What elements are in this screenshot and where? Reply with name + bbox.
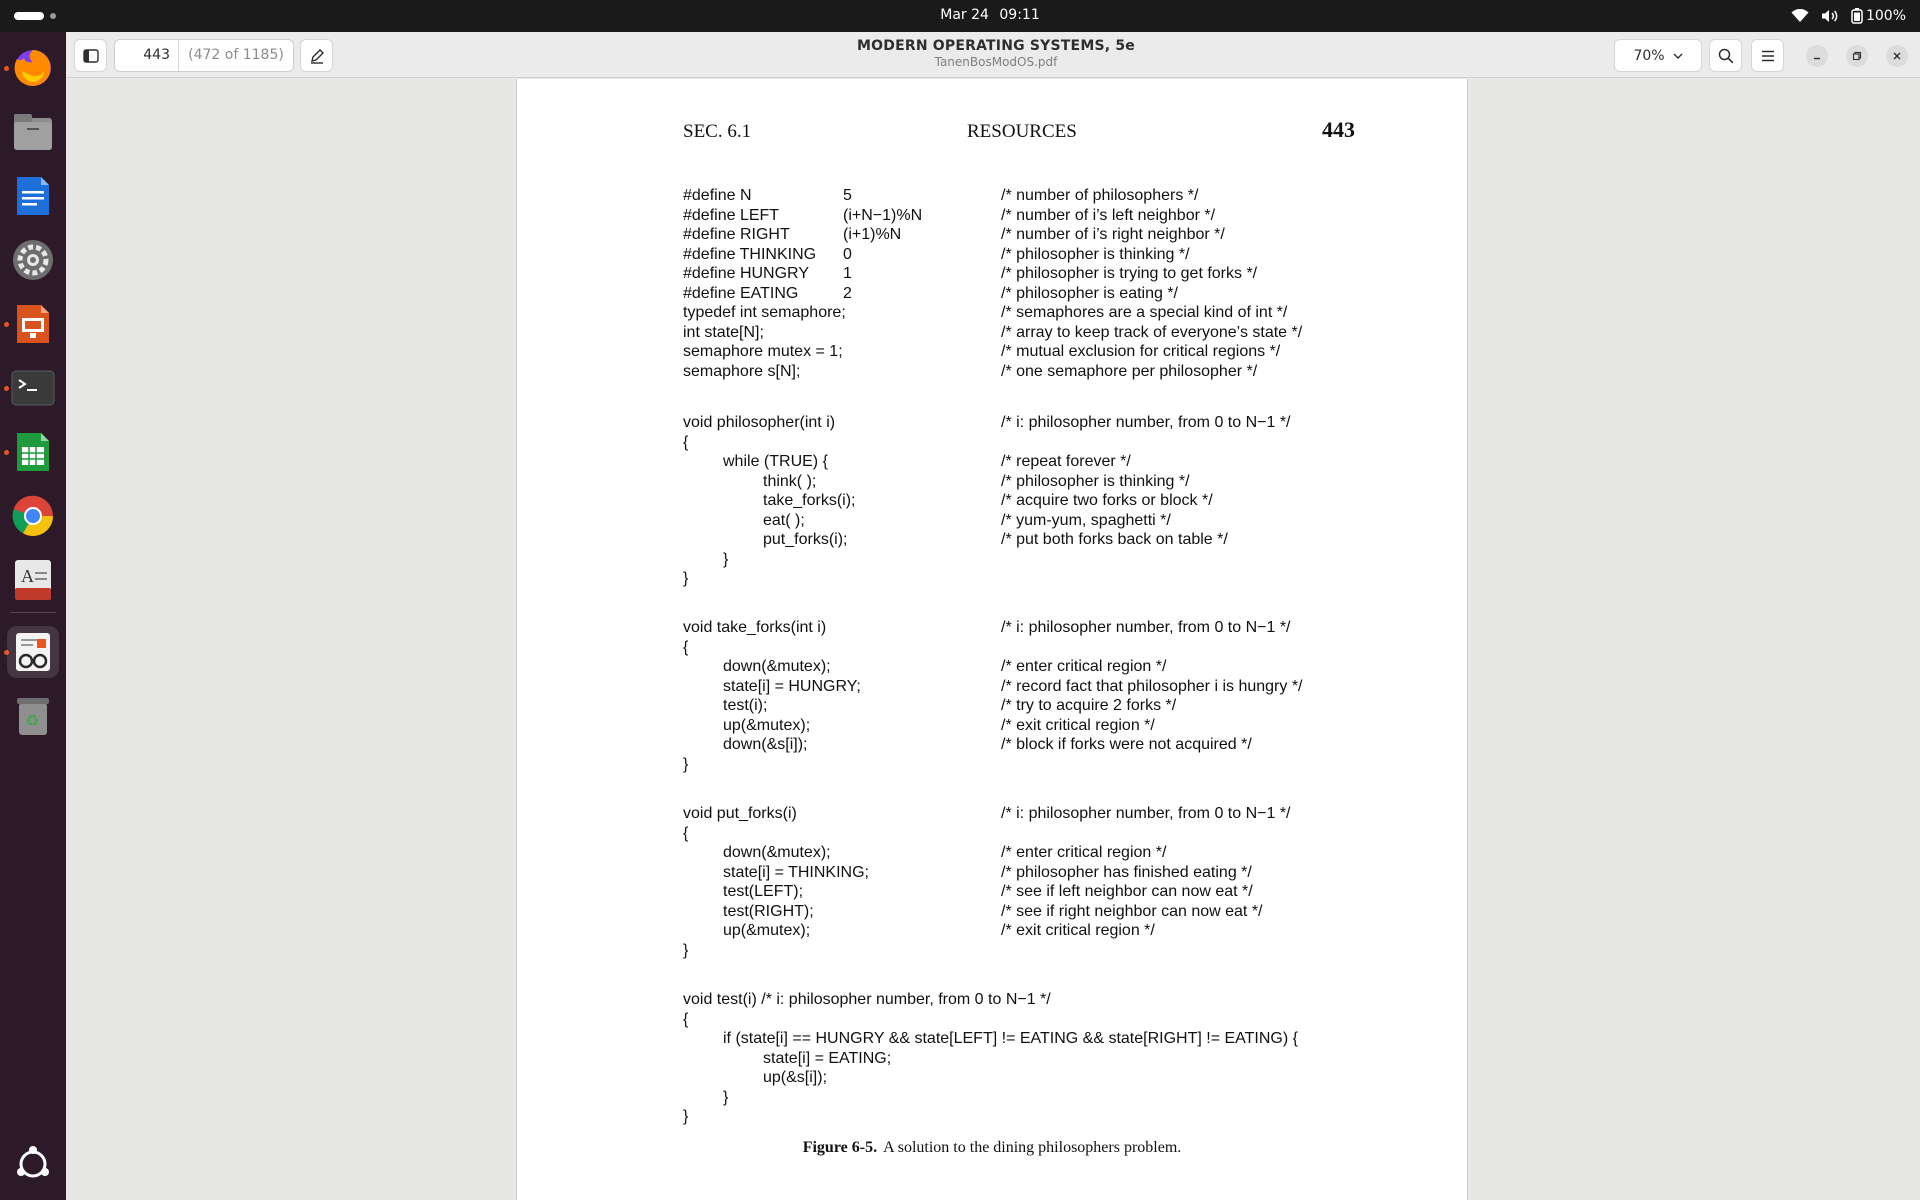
zoom-level: 70% (1633, 47, 1665, 64)
firefox-icon[interactable] (7, 42, 59, 94)
code-comment: /* array to keep track of everyone’s state */ (1001, 323, 1303, 341)
code-line: take_forks(i); (763, 492, 856, 509)
volume-icon (1821, 9, 1839, 23)
code-line: up(&s[i]); (763, 1069, 828, 1086)
code-comment: /* exit critical region */ (1001, 922, 1155, 939)
hamburger-icon (1761, 50, 1775, 62)
define-value: 5 (843, 187, 852, 204)
clock-date: Mar 24 (940, 7, 989, 23)
code-comment: /* philosopher is trying to get forks */ (1001, 265, 1258, 282)
dock-separator (10, 612, 56, 613)
code-line: { (683, 433, 689, 451)
system-tray[interactable] (1791, 7, 1906, 25)
define-value: (i+N−1)%N (843, 206, 923, 224)
battery-indicator (1851, 8, 1906, 24)
code-line: down(&s[i]); (723, 736, 808, 753)
code-line: void philosopher(int i) (683, 414, 836, 431)
code-comment: /* number of i’s right neighbor */ (1001, 226, 1225, 243)
impress-icon[interactable] (7, 298, 59, 350)
running-header-section: SEC. 6.1 (683, 121, 752, 142)
activities-button[interactable] (14, 12, 60, 20)
dictionary-icon[interactable] (7, 554, 59, 606)
code-line: } (683, 1108, 689, 1125)
code-line: up(&mutex); (723, 716, 811, 734)
code-comment: /* put both forks back on table */ (1001, 531, 1228, 548)
close-button[interactable] (1886, 45, 1908, 67)
clock-time: 09:11 (999, 7, 1040, 23)
code-line: test(i); (723, 697, 768, 714)
restore-icon (1852, 51, 1862, 61)
code-comment: /* block if forks were not acquired */ (1001, 736, 1252, 753)
code-comment: /* see if right neighbor can now eat */ (1001, 902, 1263, 920)
document-title: MODERN OPERATING SYSTEMS, 5e (857, 38, 1135, 54)
code-comment: /* repeat forever */ (1001, 453, 1131, 470)
minimize-button[interactable] (1806, 45, 1828, 67)
code-line: #define N (683, 187, 752, 204)
code-comment: /* philosopher is thinking */ (1001, 472, 1190, 490)
code-comment: /* enter critical region */ (1001, 844, 1167, 861)
code-line: test(LEFT); (723, 883, 804, 900)
code-comment: /* number of philosophers */ (1001, 187, 1199, 204)
document-viewer-icon[interactable] (7, 626, 59, 678)
code-line: #define LEFT (683, 206, 780, 224)
code-line: #define HUNGRY (683, 265, 809, 282)
define-value: 1 (843, 265, 852, 282)
define-value: 0 (843, 245, 852, 263)
code-comment: /* acquire two forks or block */ (1001, 492, 1213, 509)
code-line: { (683, 638, 689, 656)
code-line: void take_forks(int i) (683, 619, 827, 636)
code-comment: /* enter critical region */ (1001, 658, 1167, 675)
running-header-page-number: 443 (1322, 117, 1355, 142)
window-title (766, 38, 1226, 69)
code-comment: /* record fact that philosopher i is hungry */ (1001, 677, 1303, 695)
code-comment: /* see if left neighbor can now eat */ (1001, 883, 1253, 900)
sidebar-icon (83, 49, 99, 63)
code-line: test(RIGHT); (723, 902, 814, 920)
define-value: (i+1)%N (843, 226, 902, 243)
code-line: #define EATING (683, 284, 799, 302)
main-menu-button[interactable] (1751, 39, 1784, 72)
code-comment: /* philosopher is eating */ (1001, 284, 1178, 302)
chrome-icon[interactable] (7, 490, 59, 542)
code-line: up(&mutex); (723, 922, 811, 939)
code-line: } (723, 550, 729, 568)
pdf-page (516, 79, 1468, 1200)
code-listing (517, 79, 1467, 1200)
workspace-indicator (50, 13, 56, 19)
code-line: { (683, 1010, 689, 1028)
figure-caption-text: A solution to the dining philosophers problem. (883, 1139, 1182, 1156)
code-comment: /* number of i’s left neighbor */ (1001, 206, 1216, 224)
show-apps-icon[interactable] (7, 1138, 59, 1190)
code-line: eat( ); (763, 511, 805, 529)
code-line: while (TRUE) { (723, 453, 828, 470)
code-comment: /* i: philosopher number, from 0 to N−1 */ (1001, 619, 1291, 636)
code-comment: /* exit critical region */ (1001, 716, 1155, 734)
page-number-input[interactable]: 443 (115, 40, 179, 71)
workspace-indicator-active (14, 12, 44, 20)
battery-icon (1851, 8, 1863, 24)
svg-text:A: A (21, 566, 34, 586)
document-viewport[interactable] (66, 79, 1920, 1200)
search-button[interactable] (1709, 39, 1742, 72)
terminal-icon[interactable] (7, 362, 59, 414)
annotate-button[interactable] (300, 39, 333, 72)
files-icon[interactable] (7, 106, 59, 158)
code-comment: /* philosopher has finished eating */ (1001, 863, 1252, 881)
clock[interactable] (860, 7, 1120, 23)
page-number-entry[interactable] (114, 39, 294, 72)
code-comment: /* i: philosopher number, from 0 to N−1 */ (1001, 805, 1291, 822)
document-filename: TanenBosModOS.pdf (934, 55, 1058, 69)
code-comment: /* i: philosopher number, from 0 to N−1 */ (1001, 414, 1291, 431)
define-value: 2 (843, 284, 852, 302)
code-line: down(&mutex); (723, 844, 831, 861)
code-line: if (state[i] == HUNGRY && state[LEFT] != EATING && state[RIGHT] != EATING) { (723, 1030, 1298, 1047)
code-comment: /* yum-yum, spaghetti */ (1001, 511, 1171, 529)
figure-caption (517, 1139, 1467, 1157)
code-line: } (683, 570, 689, 587)
svg-text:♻: ♻ (25, 711, 40, 730)
close-icon (1892, 51, 1902, 61)
code-comment: /* try to acquire 2 forks */ (1001, 697, 1177, 714)
trash-icon[interactable] (7, 690, 59, 742)
dock (0, 32, 66, 1200)
search-icon (1718, 48, 1734, 64)
page-count-label: (472 of 1185) (188, 47, 284, 63)
code-comment: /* one semaphore per philosopher */ (1001, 362, 1258, 380)
code-line: state[i] = EATING; (763, 1049, 892, 1067)
code-comment: /* semaphores are a special kind of int */ (1001, 304, 1288, 321)
code-comment: /* mutual exclusion for critical regions */ (1001, 343, 1281, 360)
code-line: down(&mutex); (723, 658, 831, 675)
figure-label: Figure 6-5. (802, 1139, 878, 1156)
running-header-title: RESOURCES (967, 121, 1077, 142)
settings-icon[interactable] (7, 234, 59, 286)
wifi-icon (1791, 9, 1809, 23)
code-line: state[i] = THINKING; (723, 863, 869, 881)
maximize-button[interactable] (1846, 45, 1868, 67)
zoom-dropdown[interactable] (1614, 39, 1702, 72)
code-line: } (683, 755, 689, 773)
code-line: semaphore mutex = 1; (683, 343, 843, 360)
code-line: state[i] = HUNGRY; (723, 677, 861, 695)
pen-icon (309, 48, 325, 64)
chevron-down-icon (1673, 53, 1683, 59)
header-bar (66, 32, 1920, 78)
code-line: } (683, 941, 689, 959)
code-line: think( ); (763, 472, 817, 490)
code-line: { (683, 824, 689, 842)
code-line: #define THINKING (683, 245, 817, 263)
code-comment: /* philosopher is thinking */ (1001, 245, 1190, 263)
top-bar (0, 0, 1920, 32)
battery-percent: 100% (1865, 8, 1906, 24)
calc-icon[interactable] (7, 426, 59, 478)
code-line: typedef int semaphore; (683, 304, 846, 321)
code-line: put_forks(i); (763, 531, 848, 548)
code-line: void put_forks(i) (683, 805, 797, 822)
minimize-icon (1812, 51, 1822, 61)
code-line: } (723, 1088, 729, 1106)
writer-icon[interactable] (7, 170, 59, 222)
code-line: int state[N]; (683, 323, 764, 341)
sidebar-toggle-button[interactable] (74, 39, 107, 72)
code-line: semaphore s[N]; (683, 362, 801, 380)
document-viewer-window (66, 32, 1920, 1200)
code-line: #define RIGHT (683, 226, 790, 243)
code-line: void test(i) /* i: philosopher number, from 0 to N−1 */ (683, 991, 1051, 1008)
